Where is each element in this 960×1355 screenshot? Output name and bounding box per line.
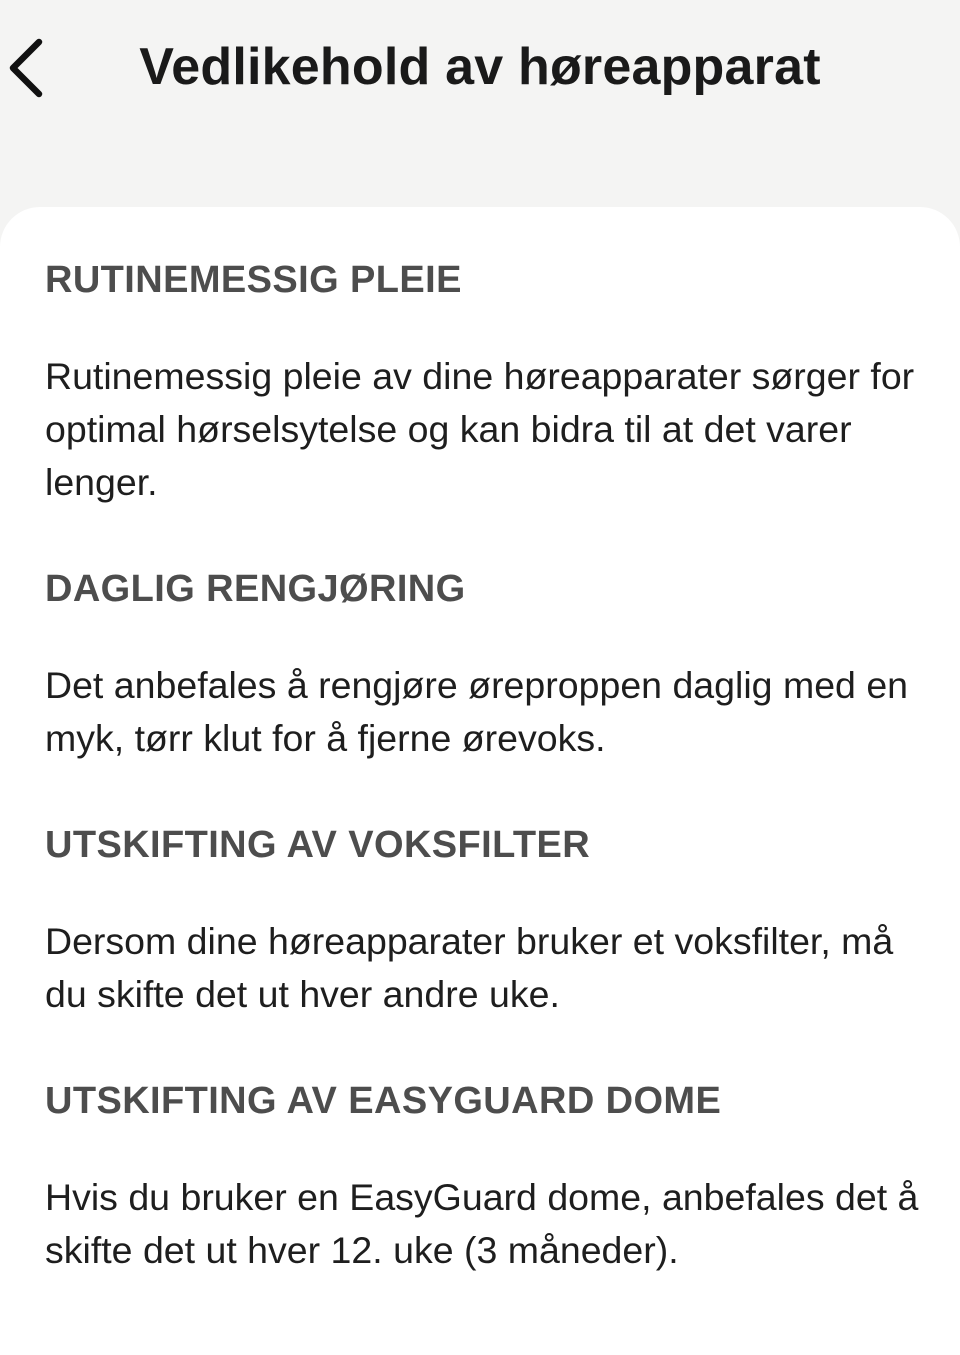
section-title-daily-cleaning: DAGLIG RENGJØRING	[45, 568, 466, 610]
section-title-easyguard-dome: UTSKIFTING AV EASYGUARD DOME	[45, 1080, 722, 1122]
section-body-easyguard-dome: Hvis du bruker en EasyGuard dome, anbefales det å skifte det ut hver 12. uke (3 måneder).	[45, 1176, 919, 1271]
page-title: Vedlikehold av høreapparat	[139, 38, 821, 96]
section-title-routine-care: RUTINEMESSIG PLEIE	[45, 259, 462, 301]
content-card	[0, 207, 960, 1355]
section-body-routine-care: Rutinemessig pleie av dine høreapparater sørger for optimal hørselsytelse og kan bidra til at det varer lenger.	[45, 355, 915, 503]
section-body-wax-filter: Dersom dine høreapparater bruker et voksfilter, må du skifte det ut hver andre uke.	[45, 920, 894, 1015]
app-header	[0, 0, 960, 206]
section-title-wax-filter: UTSKIFTING AV VOKSFILTER	[45, 824, 591, 866]
section-body-daily-cleaning: Det anbefales å rengjøre øreproppen daglig med en myk, tørr klut for å fjerne ørevoks.	[45, 664, 909, 759]
